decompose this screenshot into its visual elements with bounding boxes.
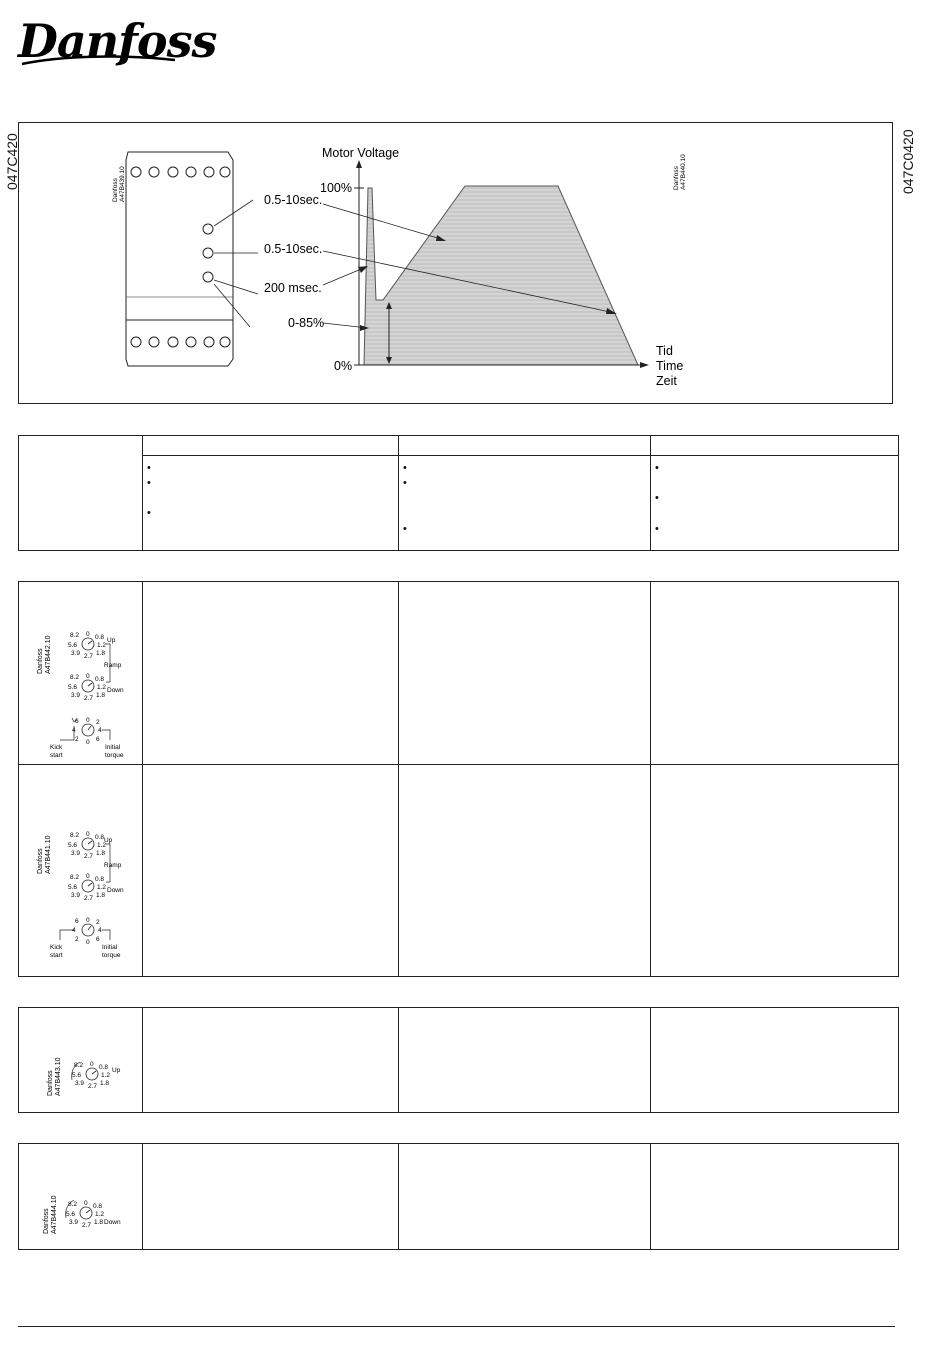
svg-text:4: 4 — [72, 927, 76, 934]
svg-text:0.8: 0.8 — [95, 876, 105, 883]
svg-text:5.6: 5.6 — [68, 684, 78, 691]
svg-text:4: 4 — [72, 727, 76, 734]
svg-text:5.6: 5.6 — [72, 1072, 82, 1079]
knob-b-brand: Danfoss — [37, 848, 44, 874]
knob-b-code: A47B441.10 — [45, 835, 52, 874]
svg-text:1.8: 1.8 — [96, 850, 106, 857]
spec-table-1: • • • • • • • • • — [18, 435, 899, 551]
device-brand: Danfoss — [112, 178, 119, 202]
svg-text:8.2: 8.2 — [70, 674, 80, 681]
svg-text:2.7: 2.7 — [84, 853, 94, 860]
x-label-time: Time — [656, 359, 684, 373]
svg-text:2.7: 2.7 — [88, 1083, 98, 1090]
svg-text:4: 4 — [98, 727, 102, 734]
ramp-down-knob-d — [66, 1200, 104, 1229]
svg-text:1.2: 1.2 — [97, 684, 107, 691]
svg-text:1.8: 1.8 — [96, 692, 106, 699]
svg-text:1.8: 1.8 — [94, 1219, 104, 1226]
svg-text:0: 0 — [86, 831, 90, 838]
initial-torque-label: 0-85% — [288, 316, 325, 330]
ramp-down-label: 0.5-10sec. — [264, 242, 323, 256]
doc-code-left: 047C420 — [4, 133, 20, 190]
svg-text:2: 2 — [75, 936, 79, 943]
initial-label: Initial — [105, 744, 121, 751]
svg-text:8.2: 8.2 — [70, 632, 80, 639]
svg-text:8.2: 8.2 — [68, 1201, 78, 1208]
svg-text:8.2: 8.2 — [70, 832, 80, 839]
svg-text:0: 0 — [86, 673, 90, 680]
svg-text:1.8: 1.8 — [96, 650, 106, 657]
svg-text:6: 6 — [96, 936, 100, 943]
svg-text:0: 0 — [86, 739, 90, 746]
y-100-label: 100% — [320, 181, 352, 195]
svg-text:3.9: 3.9 — [69, 1219, 79, 1226]
svg-text:0.8: 0.8 — [99, 1064, 109, 1071]
x-label-tid: Tid — [656, 344, 673, 358]
ramp-up-knob-c — [72, 1061, 110, 1090]
up-label: Up — [107, 637, 116, 644]
ramp-label-b: Ramp — [104, 862, 122, 869]
soft-starter-diagram — [18, 122, 893, 404]
down-label-d: Down — [104, 1219, 121, 1226]
svg-text:4: 4 — [98, 927, 102, 934]
svg-text:5.6: 5.6 — [68, 842, 78, 849]
svg-text:2: 2 — [96, 919, 100, 926]
svg-text:5.6: 5.6 — [66, 1211, 76, 1218]
device-code: A47B439.10 — [119, 166, 126, 202]
spec-table-2 — [18, 581, 899, 977]
torque-knob-b — [72, 917, 102, 946]
svg-text:2: 2 — [75, 736, 79, 743]
spec-table-4 — [18, 1143, 899, 1250]
svg-text:5.6: 5.6 — [68, 884, 78, 891]
kick-label: Kick — [50, 744, 63, 751]
svg-text:0: 0 — [86, 631, 90, 638]
ramp-up-knob-b — [68, 831, 106, 860]
svg-text:2: 2 — [96, 719, 100, 726]
svg-text:3.9: 3.9 — [71, 892, 81, 899]
ramp-label: Ramp — [104, 662, 122, 669]
svg-text:3.9: 3.9 — [71, 692, 81, 699]
torque-label-b: torque — [102, 952, 121, 959]
svg-text:0.8: 0.8 — [95, 676, 105, 683]
svg-text:3.9: 3.9 — [71, 850, 81, 857]
graph-brand: Danfoss — [673, 166, 680, 190]
ramp-down-knob — [68, 673, 106, 702]
knob-group-b — [30, 822, 135, 962]
svg-text:0.8: 0.8 — [95, 834, 105, 841]
svg-text:8.2: 8.2 — [74, 1062, 84, 1069]
knob-d-code: A47B444.10 — [51, 1195, 58, 1234]
torque-label: torque — [105, 752, 124, 759]
svg-text:0: 0 — [84, 1200, 88, 1207]
svg-text:2.7: 2.7 — [82, 1222, 92, 1229]
ramp-up-knob — [68, 631, 106, 660]
start-label: start — [50, 752, 63, 759]
svg-text:2.7: 2.7 — [84, 695, 94, 702]
down-label: Down — [107, 687, 124, 694]
svg-text:0: 0 — [86, 873, 90, 880]
svg-text:1.2: 1.2 — [101, 1072, 111, 1079]
svg-text:2.7: 2.7 — [84, 895, 94, 902]
danfoss-logo: Danfoss — [18, 14, 217, 68]
ramp-down-knob-b — [68, 873, 106, 902]
knob-c-brand: Danfoss — [47, 1070, 54, 1096]
svg-text:6: 6 — [75, 718, 79, 725]
y-0-label: 0% — [334, 359, 353, 373]
svg-text:0: 0 — [86, 917, 90, 924]
down-label-b: Down — [107, 887, 124, 894]
svg-text:1.2: 1.2 — [97, 642, 107, 649]
up-label-c: Up — [112, 1067, 121, 1074]
knob-group-c — [44, 1048, 134, 1098]
footer-rule — [18, 1326, 895, 1327]
knob-d-brand: Danfoss — [43, 1208, 50, 1234]
svg-text:1.8: 1.8 — [96, 892, 106, 899]
start-label-b: start — [50, 952, 63, 959]
kick-label-b: Kick — [50, 944, 63, 951]
svg-text:5.6: 5.6 — [68, 642, 78, 649]
svg-text:6: 6 — [75, 918, 79, 925]
up-label-b: Up — [104, 837, 113, 844]
svg-text:0: 0 — [86, 717, 90, 724]
knob-group-a — [30, 622, 135, 762]
x-label-zeit: Zeit — [656, 374, 677, 388]
kick-start-label: 200 msec. — [264, 281, 322, 295]
svg-text:6: 6 — [96, 736, 100, 743]
ramp-up-label: 0.5-10sec. — [264, 193, 323, 207]
svg-text:0: 0 — [90, 1061, 94, 1068]
torque-knob — [72, 717, 102, 746]
svg-text:1.2: 1.2 — [97, 842, 107, 849]
svg-text:3.9: 3.9 — [71, 650, 81, 657]
spec-table-3 — [18, 1007, 899, 1113]
initial-label-b: Initial — [102, 944, 118, 951]
svg-text:2.7: 2.7 — [84, 653, 94, 660]
svg-text:3.9: 3.9 — [75, 1080, 85, 1087]
svg-text:0.8: 0.8 — [95, 634, 105, 641]
voltage-profile — [364, 186, 638, 365]
svg-text:8.2: 8.2 — [70, 874, 80, 881]
svg-text:1.2: 1.2 — [97, 884, 107, 891]
knob-group-d — [40, 1186, 135, 1236]
doc-code-right: 047C0420 — [900, 129, 916, 194]
svg-text:0.8: 0.8 — [93, 1203, 103, 1210]
logo-swoosh — [20, 52, 180, 70]
knob-a-code: A47B442.10 — [45, 635, 52, 674]
knob-a-brand: Danfoss — [37, 648, 44, 674]
y-axis-label: Motor Voltage — [322, 146, 400, 160]
svg-text:0: 0 — [86, 939, 90, 946]
svg-text:1.8: 1.8 — [100, 1080, 110, 1087]
svg-text:1.2: 1.2 — [95, 1211, 105, 1218]
knob-c-code: A47B443.10 — [55, 1057, 62, 1096]
graph-code: A47B440.10 — [680, 154, 687, 190]
device-illustration — [126, 152, 258, 366]
